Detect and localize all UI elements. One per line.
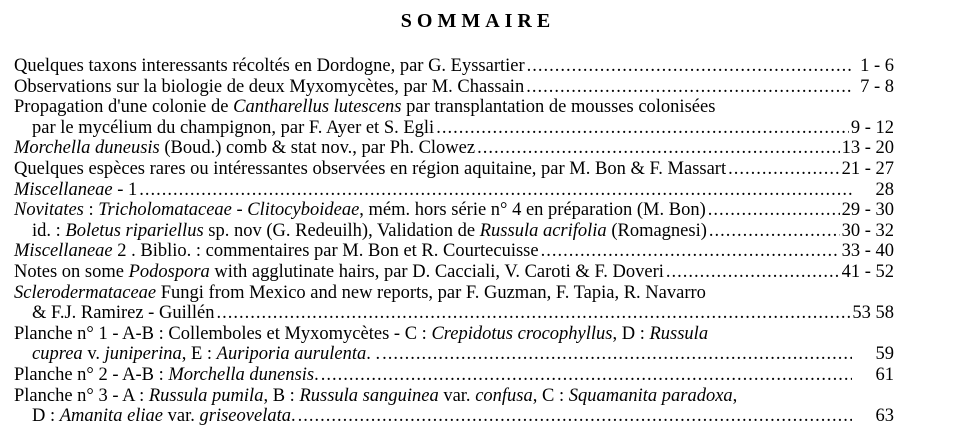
toc-entry xyxy=(14,241,894,262)
taxon-name: griseovelata xyxy=(199,406,291,427)
entry-text: Miscellaneae 2 . Biblio. : commentaires par M. Bon et R. Courtecuisse xyxy=(14,241,539,262)
entry-pages: 29 - 30 xyxy=(841,200,894,221)
taxon-name: Cantharellus lutescens xyxy=(233,97,402,118)
entry-pages: 63 xyxy=(875,406,894,427)
entry-text: par le mycélium du champignon, par F. Ayer et S. Egli xyxy=(32,117,435,138)
leader-dots xyxy=(526,77,852,98)
toc-entry xyxy=(14,159,894,180)
taxon-name: juniperina xyxy=(104,344,182,365)
entry-pages: 33 - 40 xyxy=(841,241,894,262)
entry-text: Planche n° 1 - A-B : Collemboles et Myxomycètes - C : Crepidotus crocophyllus, D : Russula xyxy=(14,323,709,344)
taxon-name: Russula xyxy=(649,323,709,344)
taxon-name: Russula pumila xyxy=(148,385,264,406)
taxon-name: Squamanita paradoxa xyxy=(568,385,733,406)
section-name: Miscellaneae xyxy=(14,179,113,200)
taxon-name: Boletus ripariellus xyxy=(65,220,204,241)
toc-entry xyxy=(14,118,894,139)
entry-text: Planche n° 3 - A : Russula pumila, B : Russula sanguinea var. confusa, C : Squamanita paradoxa, xyxy=(14,385,738,406)
entry-text: id. : Boletus ripariellus sp. nov (G. Redeuilh), Validation de Russula acrifolia (Romagnesi) xyxy=(32,220,707,241)
leader-dots xyxy=(477,138,839,159)
entry-text: Novitates : Tricholomataceae - Clitocyboideae, mém. hors série n° 4 en préparation (M. Bon) xyxy=(14,200,706,221)
leader-dots xyxy=(321,365,852,386)
toc-entry xyxy=(14,262,894,283)
entry-text: Sclerodermataceae Fungi from Mexico and new reports, par F. Guzman, F. Tapia, R. Navarro xyxy=(14,282,706,303)
entry-text: cuprea v. juniperina, E : Auriporia aurulenta. . xyxy=(32,344,381,365)
entry-pages: 13 - 20 xyxy=(841,138,894,159)
entry-text: Morchella duneusis (Boud.) comb & stat nov., par Ph. Clowez xyxy=(14,138,476,159)
taxon-name: cuprea xyxy=(32,344,83,365)
toc-entry xyxy=(14,77,894,98)
leader-dots xyxy=(709,221,840,242)
taxon-name: Amanita eliae xyxy=(59,406,164,427)
entry-pages: 61 xyxy=(875,364,894,385)
entry-pages: 7 - 8 xyxy=(860,76,894,97)
toc-entry xyxy=(14,97,894,118)
taxon-name: Morchella dunensis xyxy=(168,364,315,385)
section-name: Novitates xyxy=(14,200,84,221)
leader-dots xyxy=(728,159,839,180)
toc-entry xyxy=(14,386,894,407)
toc-entry xyxy=(14,283,894,304)
entry-pages: 41 - 52 xyxy=(841,261,894,282)
entry-text: Propagation d'une colonie de Cantharellus lutescens par transplantation de mousses colonisées xyxy=(14,97,716,118)
toc-entry xyxy=(14,365,894,386)
entry-pages: 30 - 32 xyxy=(841,220,894,241)
toc-entry xyxy=(14,406,894,427)
page-title: SOMMAIRE xyxy=(400,10,556,32)
entry-pages: 28 xyxy=(875,179,894,200)
leader-dots xyxy=(541,241,840,262)
taxon-name: Podospora xyxy=(128,261,210,282)
entry-text: Quelques taxons interessants récoltés en Dordogne, par G. Eyssartier xyxy=(14,56,525,76)
entry-text: Planche n° 2 - A-B : Morchella dunensis. xyxy=(14,364,319,385)
taxon-name: Russula acrifolia xyxy=(479,220,607,241)
entry-pages: 9 - 12 xyxy=(850,117,894,138)
section-name: Miscellaneae xyxy=(14,241,113,262)
taxon-name: Crepidotus crocophyllus xyxy=(431,323,613,344)
leader-dots xyxy=(382,344,852,365)
leader-dots xyxy=(298,406,852,427)
leader-dots xyxy=(666,262,840,283)
taxon-name: Sclerodermataceae xyxy=(14,282,157,303)
toc-entry xyxy=(14,180,894,201)
leader-dots xyxy=(139,180,852,201)
leader-dots xyxy=(527,56,852,77)
toc-entry xyxy=(14,344,894,365)
entry-text: & F.J. Ramirez - Guillén xyxy=(32,303,215,324)
taxon-name: Auriporia aurulenta xyxy=(216,344,367,365)
toc-entry xyxy=(14,303,894,324)
taxon-name: Tricholomataceae - Clitocyboideae xyxy=(98,200,360,221)
table-of-contents xyxy=(14,56,894,427)
taxon-name: Morchella duneusis xyxy=(14,138,160,159)
leader-dots xyxy=(708,200,840,221)
entry-pages: 21 - 27 xyxy=(841,158,894,179)
entry-text: Miscellaneae - 1 xyxy=(14,179,138,200)
leader-dots xyxy=(216,303,850,324)
entry-pages: 53 58 xyxy=(852,303,894,324)
toc-entry xyxy=(14,138,894,159)
leader-dots xyxy=(436,118,849,139)
toc-entry xyxy=(14,221,894,242)
entry-text: Quelques espèces rares ou intéressantes observées en région aquitaine, par M. Bon & F. Massart xyxy=(14,158,727,179)
toc-entry xyxy=(14,324,894,345)
entry-pages: 59 xyxy=(875,344,894,365)
entry-text: Observations sur la biologie de deux Myxomycètes, par M. Chassain xyxy=(14,76,525,97)
entry-text: D : Amanita eliae var. griseovelata. xyxy=(32,406,296,427)
taxon-name: Russula sanguinea xyxy=(299,385,439,406)
taxon-name: confusa xyxy=(475,385,533,406)
toc-entry xyxy=(14,200,894,221)
entry-pages: 1 - 6 xyxy=(860,56,894,76)
entry-text: Notes on some Podospora with agglutinate hairs, par D. Cacciali, V. Caroti & F. Doveri xyxy=(14,261,664,282)
toc-entry xyxy=(14,56,894,77)
